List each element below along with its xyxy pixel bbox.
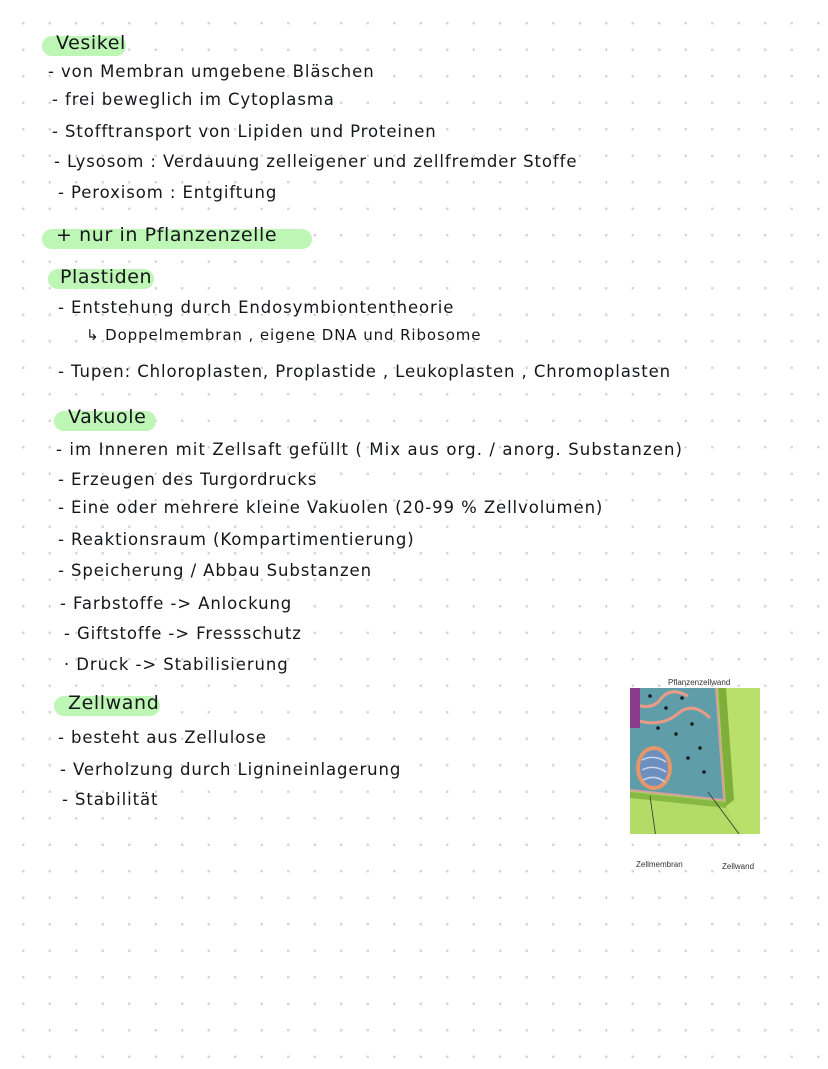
zellwand-line-2: - Verholzung durch Lignineinlagerung <box>60 760 402 779</box>
vesikel-line-2: - frei beweglich im Cytoplasma <box>52 90 335 109</box>
cell-wall-illustration <box>630 688 760 834</box>
zellwand-line-3: - Stabilität <box>62 790 159 809</box>
vesikel-line-5: - Peroxisom : Entgiftung <box>58 183 278 202</box>
figure-title: Pflanzenzellwand <box>668 678 731 687</box>
vakuole-line-7: - Giftstoffe -> Fressschutz <box>64 624 302 643</box>
vakuole-line-3: - Eine oder mehrere kleine Vakuolen (20-99 % Zellvolumen) <box>58 498 604 517</box>
heading-vakuole: Vakuole <box>68 406 147 428</box>
vakuole-line-6: - Farbstoffe -> Anlockung <box>60 594 293 613</box>
vesikel-line-4: - Lysosom : Verdauung zelleigener und zellfremder Stoffe <box>54 152 578 171</box>
plastiden-line-1: - Entstehung durch Endosymbiontentheorie <box>58 298 455 317</box>
cell-wall-figure <box>622 676 770 872</box>
vesikel-line-3: - Stofftransport von Lipiden und Proteinen <box>52 122 437 141</box>
figure-label-zellmembran: Zellmembran <box>636 860 683 869</box>
heading-plastiden: Plastiden <box>60 266 153 288</box>
vesikel-line-1: - von Membran umgebene Bläschen <box>48 62 375 81</box>
heading-zellwand: Zellwand <box>68 692 160 714</box>
vakuole-line-5: - Speicherung / Abbau Substanzen <box>58 561 372 580</box>
vakuole-line-1: - im Inneren mit Zellsaft gefüllt ( Mix aus org. / anorg. Substanzen) <box>56 440 684 459</box>
figure-label-zellwand: Zellwand <box>722 862 755 871</box>
vakuole-line-2: - Erzeugen des Turgordrucks <box>58 470 318 489</box>
vakuole-line-8: · Druck -> Stabilisierung <box>64 655 289 674</box>
vakuole-line-4: - Reaktionsraum (Kompartimentierung) <box>58 530 415 549</box>
zellwand-line-1: - besteht aus Zellulose <box>58 728 267 747</box>
heading-pflanzenzelle: + nur in Pflanzenzelle <box>56 224 278 246</box>
plastiden-line-2: ↳ Doppelmembran , eigene DNA und Ribosome <box>86 326 482 344</box>
heading-vesikel: Vesikel <box>56 32 126 54</box>
plastiden-line-3: - Tupen: Chloroplasten, Proplastide , Leukoplasten , Chromoplasten <box>58 362 672 381</box>
